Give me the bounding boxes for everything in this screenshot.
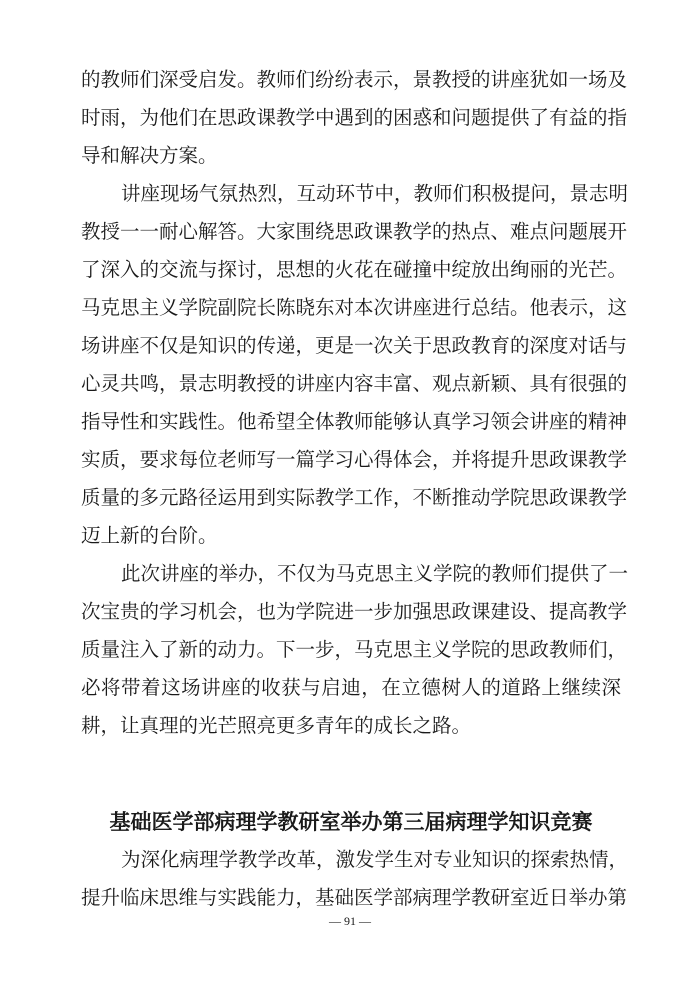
article-2-line-2: 提升临床思维与实践能力，基础医学部病理学教研室近日举办第 (81, 886, 628, 909)
paragraph-1-line-2: 时雨，为他们在思政课教学中遇到的困惑和问题提供了有益的指 (81, 106, 628, 129)
paragraph-1-line-1: 的教师们深受启发。教师们纷纷表示，景教授的讲座犹如一场及 (81, 68, 628, 91)
paragraph-2-line-8: 实质，要求每位老师写一篇学习心得体会，并将提升思政课教学 (81, 448, 628, 471)
paragraph-2-line-4: 马克思主义学院副院长陈晓东对本次讲座进行总结。他表示，这 (81, 296, 628, 319)
paragraph-3-line-3: 质量注入了新的动力。下一步，马克思主义学院的思政教师们， (81, 638, 628, 661)
article-2-title: 基础医学部病理学教研室举办第三届病理学知识竞赛 (109, 810, 593, 834)
paragraph-1-line-3: 导和解决方案。 (81, 144, 218, 167)
article-2-line-1: 为深化病理学教学改革，激发学生对专业知识的探索热情， (121, 848, 629, 871)
paragraph-3-line-5: 耕，让真理的光芒照亮更多青年的成长之路。 (81, 714, 472, 737)
paragraph-2-line-5: 场讲座不仅是知识的传递，更是一次关于思政教育的深度对话与 (81, 334, 628, 357)
page-number: — 91 — (329, 914, 371, 928)
paragraph-2-line-9: 质量的多元路径运用到实际教学工作，不断推动学院思政课教学 (81, 486, 628, 509)
paragraph-2-line-2: 教授一一耐心解答。大家围绕思政课教学的热点、难点问题展开 (81, 220, 628, 243)
paragraph-2-line-3: 了深入的交流与探讨，思想的火花在碰撞中绽放出绚丽的光芒。 (81, 258, 628, 281)
paragraph-2-line-6: 心灵共鸣，景志明教授的讲座内容丰富、观点新颖、具有很强的 (81, 372, 628, 395)
paragraph-2-line-10: 迈上新的台阶。 (81, 524, 218, 547)
paragraph-2-line-7: 指导性和实践性。他希望全体教师能够认真学习领会讲座的精神 (81, 410, 628, 433)
paragraph-3-line-4: 必将带着这场讲座的收获与启迪，在立德树人的道路上继续深 (81, 676, 621, 699)
paragraph-3-line-1: 此次讲座的举办，不仅为马克思主义学院的教师们提供了一 (121, 562, 629, 585)
paragraph-3-line-2: 次宝贵的学习机会，也为学院进一步加强思政课建设、提高教学 (81, 600, 628, 623)
paragraph-2-line-1: 讲座现场气氛热烈，互动环节中，教师们积极提问，景志明 (121, 182, 629, 205)
